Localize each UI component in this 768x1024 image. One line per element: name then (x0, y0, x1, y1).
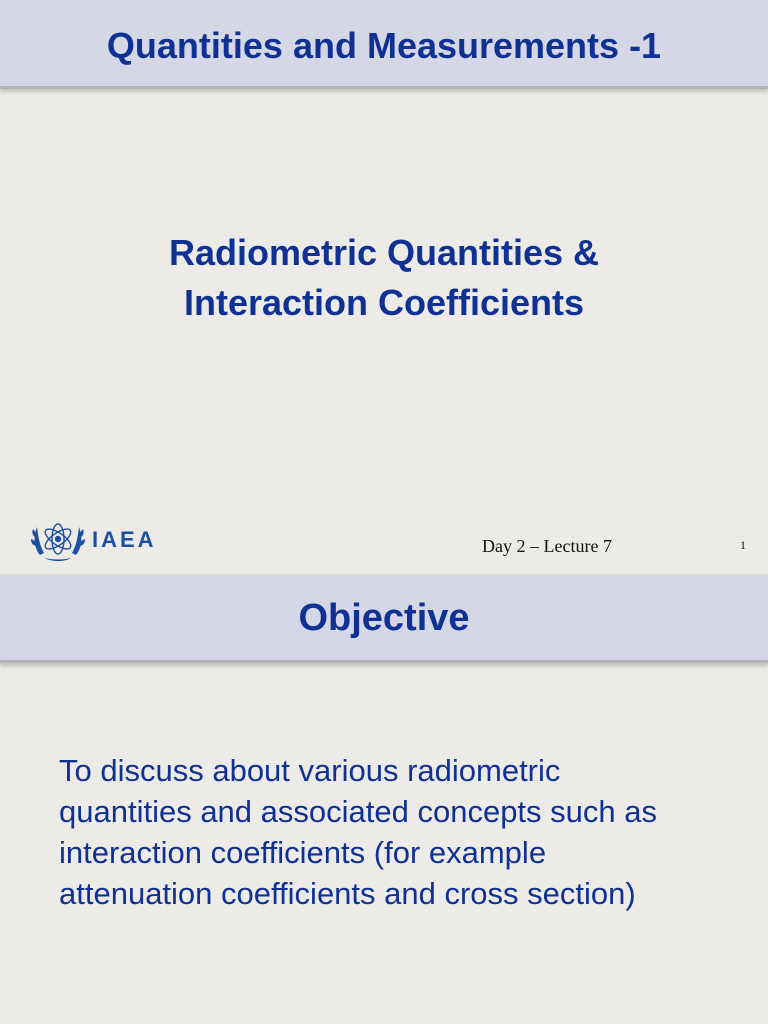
body-line: quantities and associated concepts such as (59, 794, 657, 829)
page-number: 1 (740, 538, 746, 552)
title-bar (0, 576, 768, 660)
body-line: attenuation coefficients and cross section) (59, 876, 636, 911)
body-line: To discuss about various radiometric (59, 753, 561, 788)
iaea-emblem-icon (31, 515, 85, 565)
objective-body (59, 750, 739, 914)
lecture-label: Day 2 – Lecture 7 (482, 536, 612, 556)
lecture-subtitle (0, 228, 768, 328)
title-bar (0, 0, 768, 86)
subtitle-line: Radiometric Quantities & (168, 232, 600, 273)
slide-title-text: Quantities and Measurements -1 (106, 25, 662, 66)
iaea-logo (31, 515, 171, 565)
subtitle-line: Interaction Coefficients (183, 282, 585, 323)
slide-title-text: Objective (298, 597, 470, 639)
body-line: interaction coefficients (for example (59, 835, 547, 870)
logo-text: IAEA (92, 527, 157, 552)
